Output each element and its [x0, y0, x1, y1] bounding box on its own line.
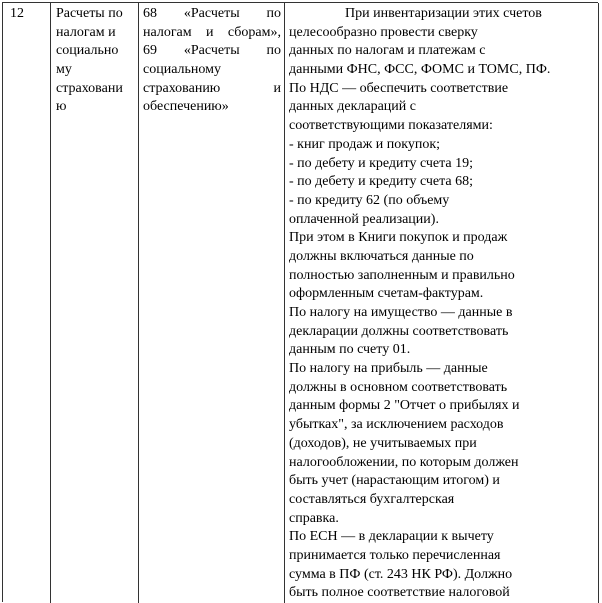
accounts-word: налогам — [143, 24, 192, 40]
accounts-line — [143, 80, 281, 99]
notes-line: полностью заполненным и правильно — [289, 267, 515, 283]
notes-line: принимается только перечисленная — [289, 547, 501, 563]
notes-line: При этом в Книги покупок и продаж — [289, 230, 508, 246]
notes-line: налогообложении, по которым должен — [289, 454, 519, 470]
accounts-word: «Расчеты — [183, 6, 240, 21]
accounts-word: по — [266, 43, 281, 59]
notes-line: составляться бухгалтерская — [289, 491, 455, 507]
notes-cell — [285, 3, 599, 603]
accounts-line — [143, 98, 281, 117]
notes-line: данных деклараций с — [289, 99, 416, 115]
notes-line: - по дебету и кредиту счета 19; — [289, 155, 474, 171]
notes-line: быть учет (нарастающим итогом) и — [289, 473, 500, 489]
section-cell — [51, 3, 139, 603]
accounts-word: сборам», — [227, 24, 281, 40]
inventory-table — [2, 2, 598, 602]
notes-line: - книг продаж и покупок; — [289, 136, 441, 152]
notes-line: данным по счету 01. — [289, 342, 411, 358]
notes-line: данным формы 2 "Отчет о прибылях и — [289, 398, 520, 414]
section-line: страховани — [56, 80, 123, 96]
accounts-line — [143, 5, 281, 24]
section-line: Расчеты по — [56, 6, 123, 21]
notes-line: оформленным счетам-фактурам. — [289, 286, 484, 302]
accounts-line — [143, 24, 281, 43]
notes-line: По ЕСН — в декларации к вычету — [289, 529, 494, 545]
notes-line: данными ФНС, ФСС, ФОМС и ТОМС, ПФ. — [289, 62, 551, 78]
notes-line: декларации должны соответствовать — [289, 323, 509, 339]
notes-line: целесообразно провести сверку — [289, 24, 478, 40]
notes-text — [289, 5, 593, 603]
notes-line: сумма в ПФ (ст. 243 НК РФ). Должно — [289, 566, 513, 582]
section-line: социально — [56, 43, 119, 59]
accounts-cell — [139, 3, 285, 603]
accounts-word: социальному — [143, 62, 221, 78]
accounts-text — [143, 5, 281, 117]
notes-line: должны в основном соответствовать — [289, 379, 508, 395]
notes-line: - по дебету и кредиту счета 68; — [289, 174, 474, 190]
accounts-word: 68 — [143, 6, 157, 21]
row-number-cell — [3, 3, 51, 603]
accounts-word: обеспечению» — [143, 99, 229, 115]
section-text — [56, 5, 132, 117]
section-line: налогам и — [56, 24, 116, 40]
notes-line: данных по налогам и платежам с — [289, 43, 486, 59]
notes-line: При инвентаризации этих счетов — [345, 6, 542, 21]
notes-line: оплаченной реализации). — [289, 211, 439, 227]
notes-line: (доходов), не учитываемых при — [289, 435, 477, 451]
notes-line: должны включаться данные по — [289, 248, 474, 264]
notes-line: быть полное соответствие налоговой — [289, 585, 510, 601]
accounts-line — [143, 42, 281, 61]
section-line: ю — [56, 99, 67, 115]
notes-line: убытках", за исключением расходов — [289, 417, 504, 433]
notes-line: справка. — [289, 510, 339, 526]
accounts-word: страхованию — [143, 80, 221, 96]
notes-line: соответствующими показателями: — [289, 118, 493, 134]
accounts-word: 69 — [143, 43, 157, 59]
notes-line: - по кредиту 62 (по объему — [289, 192, 450, 208]
notes-line: По налогу на имущество — данные в — [289, 305, 513, 320]
section-line: му — [56, 62, 72, 78]
accounts-line — [143, 61, 281, 80]
notes-line: По НДС — обеспечить соответствие — [289, 80, 509, 96]
row-number: 12 — [10, 6, 24, 21]
accounts-word: по — [266, 6, 281, 21]
accounts-word: «Расчеты — [183, 43, 240, 59]
accounts-word: и — [273, 80, 281, 96]
notes-line: По налогу на прибыль — данные — [289, 361, 488, 377]
accounts-word: и — [206, 24, 214, 40]
